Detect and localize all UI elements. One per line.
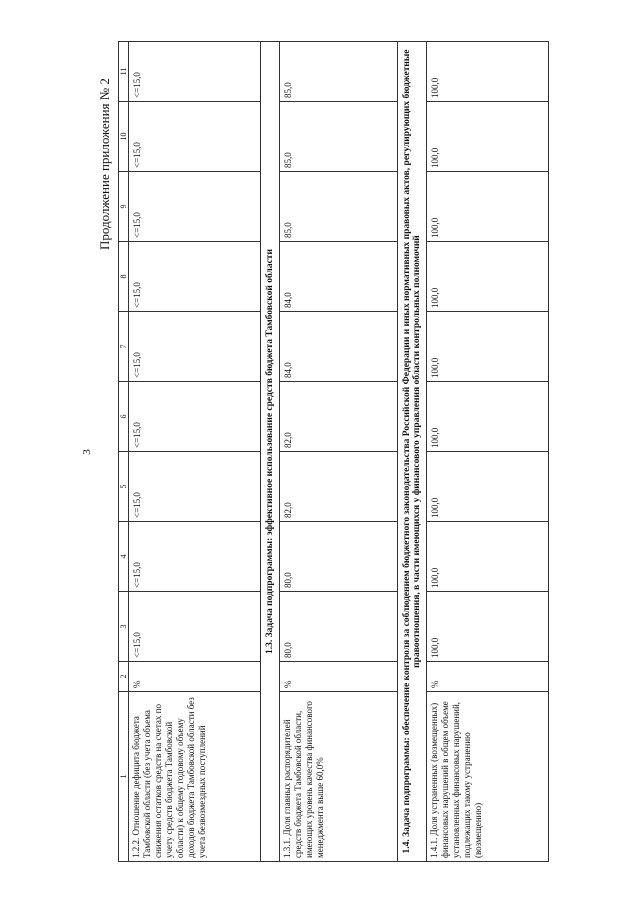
indicator-unit: % [129,662,261,692]
indicator-value: 100,0 [427,312,549,382]
page-number: 3 [80,449,93,455]
indicator-value: 82,0 [280,382,398,452]
indicator-value: <=15,0 [129,592,261,662]
column-number: 5 [119,452,129,522]
indicator-table [118,41,549,862]
indicator-name: 1.3.1. Доля главных распорядителей средств бюджета Тамбовской области, имеющих уровень качества финансового менеджмента выше 60,0% [280,692,398,862]
indicator-value: 100,0 [427,382,549,452]
indicator-value: 100,0 [427,102,549,172]
table-row [280,42,398,862]
indicator-unit: % [427,662,549,692]
column-number: 9 [119,172,129,242]
column-number: 8 [119,242,129,312]
indicator-value: 100,0 [427,172,549,242]
section-heading: 1.3. Задача подпрограммы: эффективное использование средств бюджета Тамбовской области [261,42,280,862]
indicator-name: 1.2.2. Отношение дефицита бюджета Тамбовской области (без учета объема снижения остатков средств на счетах по учету средств бюджета Тамбовской области) к общему годовому объему доходов бюджета Тамбовской области без учета безвозмездных поступлений [129,692,261,862]
column-number: 4 [119,522,129,592]
indicator-value: <=15,0 [129,102,261,172]
indicator-value: 84,0 [280,312,398,382]
indicator-value: 85,0 [280,102,398,172]
table-row [129,42,261,862]
table-row [427,42,549,862]
indicator-value: 85,0 [280,42,398,102]
indicator-value: <=15,0 [129,242,261,312]
indicator-value: <=15,0 [129,172,261,242]
section-row [261,42,280,862]
indicator-value: 100,0 [427,42,549,102]
indicator-value: 84,0 [280,242,398,312]
indicator-value: <=15,0 [129,382,261,452]
indicator-value: 100,0 [427,452,549,522]
indicator-value: 80,0 [280,522,398,592]
indicator-value: 100,0 [427,242,549,312]
indicator-value: <=15,0 [129,312,261,382]
column-number: 6 [119,382,129,452]
indicator-value: <=15,0 [129,522,261,592]
column-number: 3 [119,592,129,662]
indicator-unit: % [280,662,398,692]
column-number: 1 [119,692,129,862]
section-row [398,42,427,862]
indicator-value: 80,0 [280,592,398,662]
indicator-value: 85,0 [280,172,398,242]
column-number: 11 [119,42,129,102]
indicator-value: 100,0 [427,522,549,592]
column-number: 7 [119,312,129,382]
column-number: 2 [119,662,129,692]
indicator-value: <=15,0 [129,42,261,102]
indicator-value: 82,0 [280,452,398,522]
column-number-row [119,42,129,862]
indicator-name: 1.4.1. Доля устраненных (возмещенных) финансовых нарушений в общем объеме установленных финансовых нарушений, подлежащих такому устранению (возмещению) [427,692,549,862]
indicator-table-sheet [118,42,603,862]
section-heading: 1.4. Задача подпрограммы: обеспечение контроля за соблюдением бюджетного законодательства Российской Федерации и иных нормативных правовых актов, регулирующих бюджетные правоотношения, в части имеющихся у финансового управления области контрольных полномочий [398,42,427,862]
column-number: 10 [119,102,129,172]
indicator-value: <=15,0 [129,452,261,522]
indicator-value: 100,0 [427,592,549,662]
